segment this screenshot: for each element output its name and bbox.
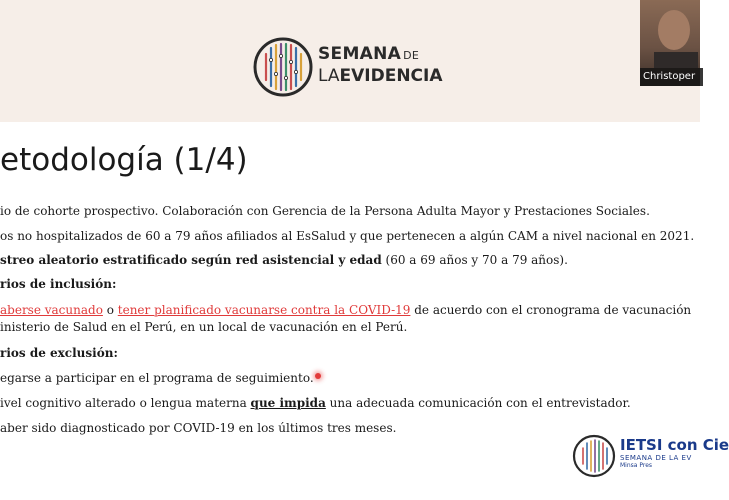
exclusion-criterion-1-text: egarse a participar en el programa de seguimiento. <box>0 371 314 385</box>
logo-word-la: LA <box>318 66 340 86</box>
exclusion-heading <box>0 345 118 361</box>
logo-word-de: DE <box>403 49 420 62</box>
exclusion-2b: una adecuada comunicación con el entrevistador. <box>325 396 631 410</box>
exclusion-heading-text: rios de exclusión: <box>0 346 118 360</box>
participant-video-tile[interactable] <box>640 0 700 86</box>
exclusion-criterion-1 <box>0 370 321 386</box>
inclusion-criterion-1 <box>0 302 691 318</box>
participant-name-label: Christoper <box>640 68 703 86</box>
exclusion-criterion-3: aber sido diagnosticado por COVID-19 en los últimos tres meses. <box>0 421 397 435</box>
semana-evidencia-logo-icon <box>252 36 314 98</box>
inclusion-criterion-1-cont: inisterio de Salud en el Perú, en un local de vacunación en el Perú. <box>0 320 408 334</box>
population-line: os no hospitalizados de 60 a 79 años afiliados al EsSalud y que pertenecen a algún CAM a nivel nacional en 2021. <box>0 229 695 243</box>
logo-word-evidencia: EVIDENCIA <box>339 66 443 86</box>
footer-semana-logo-icon <box>572 434 616 478</box>
footer-brand: IETSI con Cie <box>620 436 729 454</box>
footer-ietsi-branding <box>620 436 729 476</box>
study-design-line: io de cohorte prospectivo. Colaboración con Gerencia de la Persona Adulta Mayor y Prestaciones Sociales. <box>0 204 650 218</box>
inclusion-vaccinated: aberse vacunado <box>0 303 103 317</box>
inclusion-rest: de acuerdo con el cronograma de vacunación <box>410 303 692 317</box>
participant-video-feed-icon <box>640 0 700 68</box>
exclusion-2-underlined: que impida <box>250 396 326 410</box>
sampling-line <box>0 252 568 268</box>
footer-subtitle: SEMANA DE LA EV <box>620 454 692 462</box>
semana-evidencia-wordmark <box>318 44 443 86</box>
inclusion-heading-text: rios de inclusión: <box>0 277 117 291</box>
footer-sponsors: Minsa Pres <box>620 462 653 469</box>
sampling-bold: streo aleatorio estratificado según red asistencial y edad <box>0 253 382 267</box>
exclusion-criterion-2 <box>0 395 631 411</box>
inclusion-or: o <box>102 303 118 317</box>
inclusion-heading <box>0 276 116 292</box>
sampling-rest: (60 a 69 años y 70 a 79 años). <box>381 253 568 267</box>
inclusion-planned: tener planificado vacunarse contra la COVID-19 <box>117 303 411 317</box>
slide-title: etodología (1/4) <box>0 142 248 178</box>
exclusion-2a: ivel cognitivo alterado o lengua materna <box>0 396 251 410</box>
logo-word-semana: SEMANA <box>318 44 402 64</box>
laser-pointer-icon <box>315 373 321 379</box>
